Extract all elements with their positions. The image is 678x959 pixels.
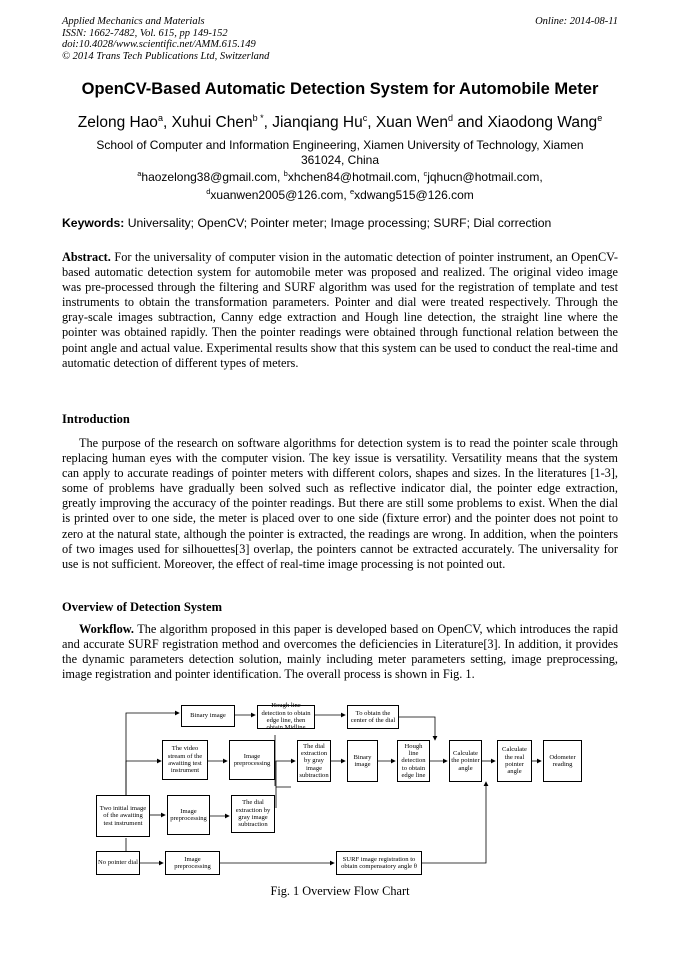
figure-caption: Fig. 1 Overview Flow Chart [270, 884, 410, 898]
box-hough-edge-line: Hough line detection to obtain edge line [397, 740, 430, 782]
workflow-paragraph: Workflow. The algorithm proposed in this paper is developed based on OpenCV, which introduces the rapid and accurate SURF registration method and overcomes the deficiencies in Literature[3]. In addition, it provides the dynamic parameters detection solution, mainly including meter parameters setting, image preprocessing, image registration and pointer identification. The overall process is shown in Fig. 1. [62, 622, 618, 682]
author: Zelong Hao$^a$, [77, 113, 172, 132]
affiliation [62, 138, 618, 202]
abstract-text: For the universality of computer vision in the automatic detection of pointer instrument, an OpenCV-based automatic detection system for automobile meter was proposed and realized. The original video image was pre-processed through the filtering and SURF algorithm was used for the registration of template and test instruments to obtain the transformation parameters. Pointer and dial were treated respectively. Through the gray-scale images subtraction, Canny edge extraction and Hough line detection, the straight line where the pointer was obtained rapidly. Then the pointer readings were obtained through functional relation between the point angle and actual value. Experimental results show that this system can be used to conduct the real-time and automatic detection of different types of meters. [62, 250, 618, 370]
email: jqhucn@hotmail.com, [427, 170, 543, 185]
box-calculate-pointer-angle: Calculate the pointer angle [449, 740, 482, 782]
box-binary-image-top: Binary image [181, 705, 235, 727]
affiliation-line: 361024, China [300, 152, 380, 167]
issn: ISSN: 1662-7482, Vol. 615, pp 149-152 [62, 27, 228, 39]
section-heading-overview: Overview of Detection System [62, 600, 223, 614]
box-no-pointer-dial: No pointer dial [96, 851, 140, 875]
connector [276, 787, 291, 808]
doi: doi:10.4028/www.scientific.net/AMM.615.149 [62, 39, 256, 50]
journal-name: Applied Mechanics and Materials [62, 16, 205, 27]
email: xuanwen2005@126.com, [210, 187, 350, 202]
box-odometer-reading: Odometer reading [543, 740, 582, 782]
box-two-initial-images: Two initial image of the awaiting test instrument [96, 795, 150, 837]
connector [398, 717, 435, 740]
email-line: $^d$xuanwen2005@126.com, $^e$xdwang515@126.com [206, 186, 474, 202]
copyright: © 2014 Trans Tech Publications Ltd, Switzerland [62, 50, 270, 62]
author-list [40, 113, 640, 132]
email: haozelong38@gmail.com, [141, 170, 284, 185]
connector [422, 782, 486, 863]
email: xhchen84@hotmail.com, [287, 170, 424, 185]
abstract [62, 250, 618, 371]
box-video-stream: The video stream of the awaiting test instrument [162, 740, 208, 780]
connector [126, 761, 161, 796]
box-hough-midline: Hough line detection to obtain edge line, then obtain Midline [257, 705, 315, 729]
box-calculate-real-angle: Calculate the real pointer angle [497, 740, 532, 782]
box-image-preprocessing-1: Image preprocessing [229, 740, 275, 780]
introduction-paragraph: The purpose of the research on software algorithms for detection system is to read the pointer scale through replacing human eyes with the computer vision. The key issue is versatility. Versatility means that the system can apply to accurate readings of pointer meters with different colors, shapes and sizes. In the literatures [1-3], some of problems have gradually been solved such as reflective indicator dial, the pointer edge extraction, greatly improving the accuracy of the pointer readings. But there are still some problems to exist. When the dial is printed over to one side, the meter is placed over to one side (fixture error) and the pointer does not point to zero at the natural state, although the pointer is extracted, the readings are wrong. In addition, when the pointers of two images used for silhouettes[3] overlap, the pointers cannot be extracted accurately. The universality for use is not sufficient. Moreover, the effect of real-time image processing is not pointed out. [62, 436, 618, 571]
keywords: Keywords: Universality; OpenCV; Pointer meter; Image processing; SURF; Dial correction [62, 216, 552, 230]
connector [276, 761, 295, 787]
author: Jianqiang Hu$^c$, [272, 113, 376, 132]
journal-header [62, 16, 618, 62]
box-image-preprocessing-3: Image preprocessing [165, 851, 220, 875]
box-image-preprocessing-2: Image preprocessing [167, 795, 210, 835]
online-date: Online: 2014-08-11 [535, 16, 618, 27]
flow-chart [90, 703, 590, 878]
paper-title: OpenCV-Based Automatic Detection System for Automobile Meter [81, 80, 599, 98]
affiliation-line: School of Computer and Information Engineering, Xiamen University of Technology, Xiamen [96, 138, 584, 152]
author: Xuhui Chen$^{b *}$, [171, 113, 273, 132]
abstract-label: Abstract. [62, 250, 111, 264]
box-surf-registration: SURF image registration to obtain compensatory angle θ [336, 851, 422, 875]
workflow-label: Workflow. [79, 622, 134, 636]
box-dial-extraction-2: The dial extraction by gray image subtraction [231, 795, 275, 833]
email-line: $^a$haozelong38@gmail.com, $^b$xhchen84@hotmail.com, $^c$jqhucn@hotmail.com, [137, 169, 543, 185]
author: Xiaodong Wang$^e$ [487, 113, 603, 132]
email: xdwang515@126.com [354, 187, 474, 202]
box-dial-extraction-gray: The dial extraction by gray image subtraction [297, 740, 331, 782]
box-binary-image-mid: Binary image [347, 740, 378, 782]
box-dial-center: To obtain the center of the dial [347, 705, 399, 729]
section-heading-introduction: Introduction [62, 412, 130, 426]
author: Xuan Wen$^d$ and [375, 113, 488, 132]
